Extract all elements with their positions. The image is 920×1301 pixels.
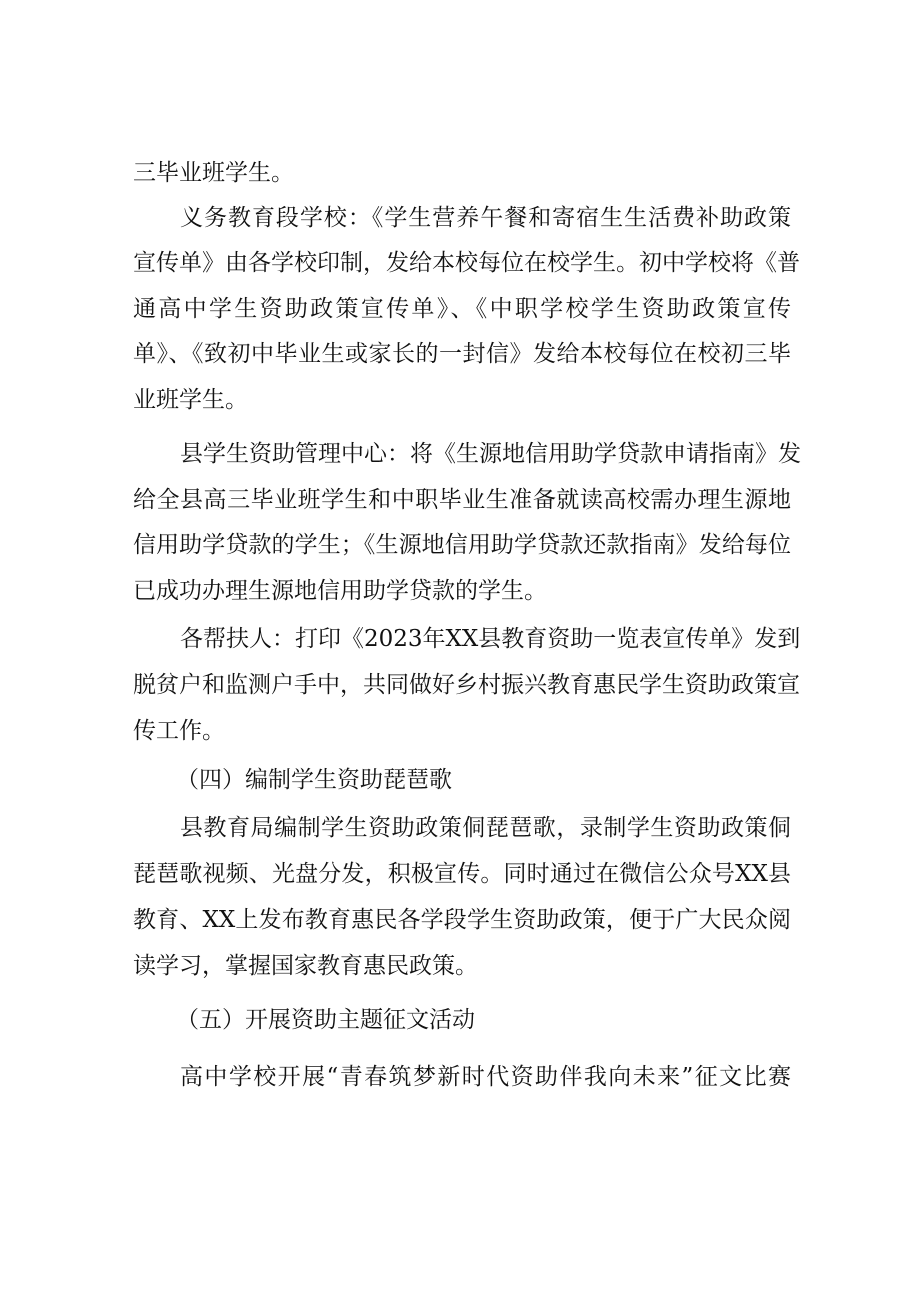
paragraph-first-line: 县学生资助管理中心：将《生源地信用助学贷款申请指南》发 xyxy=(180,441,801,467)
section-heading: （四）编制学生资助琵琶歌 xyxy=(176,767,452,793)
paragraph-first-line: 县教育局编制学生资助政策侗琵琶歌，录制学生资助政策侗 xyxy=(180,815,791,841)
paragraph-line: 琵琶歌视频、光盘分发，积极宣传。同时通过在微信公众号XX县 xyxy=(133,861,791,887)
paragraph-first-line: 义务教育段学校：《学生营养午餐和寄宿生生活费补助政策 xyxy=(180,205,791,231)
paragraph-line: 读学习，掌握国家教育惠民政策。 xyxy=(133,953,478,979)
paragraph-line: 信用助学贷款的学生；《生源地信用助学贷款还款指南》发给每位 xyxy=(133,532,791,558)
paragraph-line: 给全县高三毕业班学生和中职毕业生准备就读高校需办理生源地 xyxy=(133,487,791,513)
paragraph-line: 教育、XX上发布教育惠民各学段学生资助政策，便于广大民众阅 xyxy=(133,907,791,933)
paragraph-first-line: 高中学校开展“青春筑梦新时代资助伴我向未来”征文比赛 xyxy=(180,1064,791,1090)
paragraph-first-line: 各帮扶人：打印《2023年XX县教育资助一览表宣传单》发到 xyxy=(180,626,801,652)
paragraph-line: 脱贫户和监测户手中，共同做好乡村振兴教育惠民学生资助政策宣 xyxy=(133,672,800,698)
paragraph-line: 业班学生。 xyxy=(133,387,248,413)
paragraph-line: 传工作。 xyxy=(133,718,225,744)
section-heading: （五）开展资助主题征文活动 xyxy=(176,1007,475,1033)
paragraph-line: 宣传单》由各学校印制，发给本校每位在校学生。初中学校将《普 xyxy=(133,250,800,276)
paragraph-line: 已成功办理生源地信用助学贷款的学生。 xyxy=(133,578,547,604)
paragraph-line: 单》、《致初中毕业生或家长的一封信》发给本校每位在校初三毕 xyxy=(133,341,791,367)
paragraph-line: 三毕业班学生。 xyxy=(133,160,294,186)
paragraph-line: 通高中学生资助政策宣传单》、《中职学校学生资助政策宣传 xyxy=(133,296,791,322)
